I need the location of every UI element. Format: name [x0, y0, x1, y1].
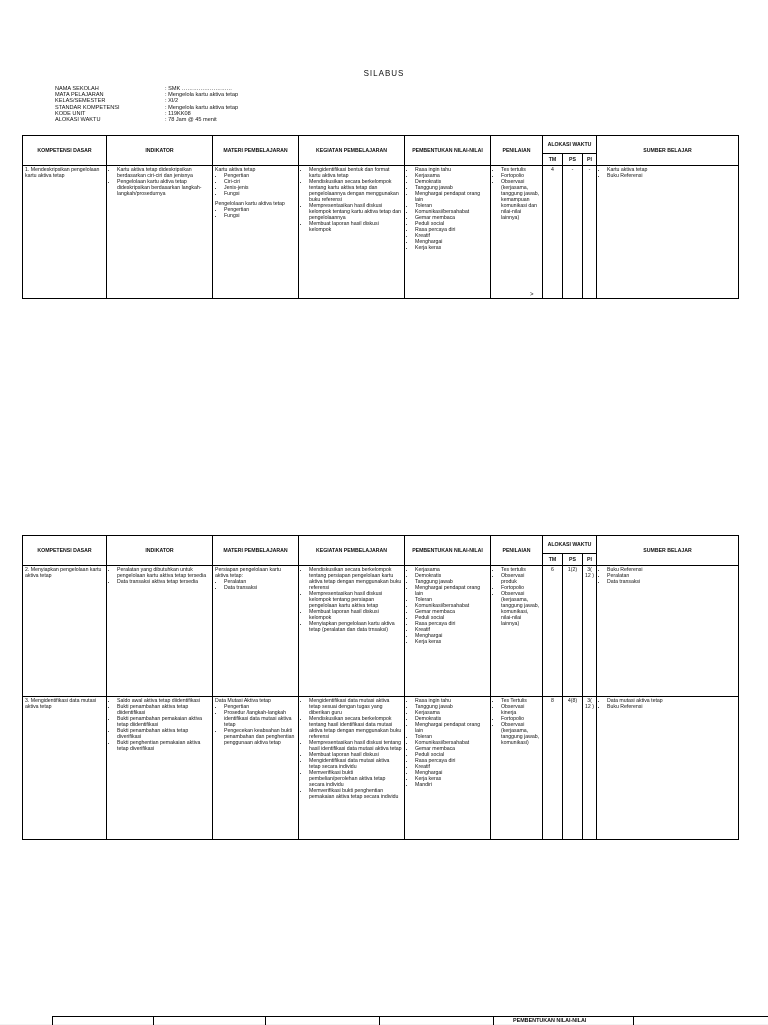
- header-materi: MATERI PEMBELAJARAN: [213, 136, 299, 166]
- header-nilai: PEMBENTUKAN NILAI-NILAI: [405, 536, 491, 566]
- header-indikator: INDIKATOR: [107, 136, 213, 166]
- cell-penilaian: [491, 697, 543, 840]
- list-item: • Tanggung jawab: [415, 185, 488, 191]
- syllabus-table-2: [22, 535, 739, 840]
- list-item: • Kerja keras: [415, 245, 488, 251]
- list-item: • Observasi (kerjasama, tanggung jawab, komunikasi): [501, 722, 540, 746]
- header-nilai: PEMBENTUKAN NILAI-NILAI: [405, 136, 491, 166]
- list-item: • Tanggung jawab: [415, 704, 488, 710]
- cell-kegiatan: [299, 166, 405, 299]
- table-row: [23, 697, 739, 840]
- info-key: ALOKASI WAKTU: [55, 117, 101, 124]
- cell-penilaian: [491, 166, 543, 299]
- info-value: : XI/2: [165, 98, 179, 105]
- cell-materi: [213, 166, 299, 299]
- cell-materi: [213, 566, 299, 697]
- list-item: • Data transaksi aktiva tetap tersedia: [117, 579, 210, 585]
- list-item: • Menghargai pendapat orang lain: [415, 191, 488, 203]
- list-item: • Demokratis: [415, 573, 488, 579]
- bottom-header-nilai: PEMBENTUKAN NILAI-NILAI: [513, 1018, 587, 1024]
- cell-kegiatan: [299, 566, 405, 697]
- list-item: • Mempresentasikan hasil diskusi tentang hasil identifikasi data mutasi aktiva tetap: [309, 740, 402, 752]
- header-kegiatan: KEGIATAN PEMBELAJARAN: [299, 136, 405, 166]
- info-value: : Mengelola kartu aktiva tetap: [165, 92, 239, 99]
- list-item: • Observasi produk: [501, 573, 540, 585]
- materi-heading: Data Mutasi Aktiva tetap: [215, 698, 271, 704]
- header-kd: KOMPETENSI DASAR: [23, 536, 107, 566]
- list-item: • Kartu aktiva tetap dideskripsikan berdasarkan ciri-ciri dan jenisnya: [117, 167, 210, 179]
- list-item: • Pengelolaan kartu aktiva tetap dideskripsikan berdasarkan langkah-langkah/prosedurnya: [117, 179, 210, 197]
- cell-sumber: [597, 697, 739, 840]
- cell-sumber: [597, 566, 739, 697]
- list-item: • Fungsi: [224, 191, 296, 197]
- header-kegiatan: KEGIATAN PEMBELAJARAN: [299, 536, 405, 566]
- header-penilaian: PENILAIAN: [491, 536, 543, 566]
- list-item: • Rasa ingin tahu: [415, 698, 488, 704]
- list-item: • Membuat laporan hasil diskusi: [309, 752, 402, 758]
- list-item: • Kerja keras: [415, 639, 488, 645]
- list-item: • Tes tertulis: [501, 167, 540, 173]
- list-item: • Tes tertulis: [501, 567, 540, 573]
- list-item: • Buku Referensi: [607, 567, 736, 573]
- list-item: • Memverifikasi bukti pembelian/perolehan aktiva tetap secara individu: [309, 770, 402, 788]
- cell-indikator: [107, 166, 213, 299]
- cell-penilaian: [491, 566, 543, 697]
- header-materi: MATERI PEMBELAJARAN: [213, 536, 299, 566]
- list-item: • Tes Tertulis: [501, 698, 540, 704]
- header-sumber: SUMBER BELAJAR: [597, 136, 739, 166]
- cell-ps: 4(8): [563, 697, 583, 840]
- list-item: • Menyiapkan pengelolaan kartu aktiva tetap (peralatan dan data trnsaksi): [309, 621, 402, 633]
- cell-sumber: [597, 166, 739, 299]
- list-item: • Mengidentifikasi bentuk dan format kartu aktiva tetap: [309, 167, 402, 179]
- list-item: • Menghargai: [415, 239, 488, 245]
- list-item: • Bukti penambahan aktiva tetap diidentifikasi: [117, 704, 210, 716]
- info-key: MATA PELAJARAN: [55, 92, 104, 99]
- list-item: • Komunikasi/bersahabat: [415, 603, 488, 609]
- table-row: [23, 166, 739, 299]
- table-row: [23, 566, 739, 697]
- cell-kegiatan: [299, 697, 405, 840]
- list-item: • Menghargai: [415, 633, 488, 639]
- info-value: : 119KK08: [165, 110, 191, 117]
- cell-nilai: [405, 566, 491, 697]
- header-alokasi: ALOKASI WAKTU: [543, 536, 597, 554]
- continuation-arrow: >: [530, 292, 534, 298]
- list-item: • Mandiri: [415, 782, 488, 788]
- list-item: • Mendiskusikan secara berkelompok tentang persiapan pengelolaan kartu aktiva tetap dengan menggunakan buku referensi: [309, 567, 402, 591]
- list-item: • Toleran: [415, 734, 488, 740]
- cell-pi: 3( 12 ): [583, 566, 597, 697]
- list-item: • Gemar membaca: [415, 609, 488, 615]
- list-item: • Data transaksi: [607, 579, 736, 585]
- list-item: • Gemar membaca: [415, 746, 488, 752]
- list-item: • Peduli social: [415, 615, 488, 621]
- list-item: • Prosedur /langkah-langkah identifikasi data mutasi aktiva tetap: [224, 710, 296, 728]
- list-item: • Kreatif: [415, 764, 488, 770]
- list-item: • Kerjasama: [415, 567, 488, 573]
- cell-tm: 4: [543, 166, 563, 299]
- list-item: • Buku Referensi: [607, 173, 736, 179]
- header-pi: PI: [583, 154, 597, 166]
- list-item: • Mengidentifikasi data mutasi aktiva tetap secara individu: [309, 758, 402, 770]
- list-item: • Mendiskusikan secara berkelompok tentang hasil identifikasi data mutasi aktiva tetap dengan menggunakan buku referensi: [309, 716, 402, 740]
- list-item: • Kartu aktiva tetap: [607, 167, 736, 173]
- list-item: • Fungsi: [224, 213, 296, 219]
- cell-nilai: [405, 166, 491, 299]
- header-tm: TM: [543, 554, 563, 566]
- list-item: • Saldo awal aktiva tetap diidentifikasi: [117, 698, 210, 704]
- info-key: NAMA SEKOLAH: [55, 86, 99, 92]
- info-value: : SMK ………………………: [165, 86, 233, 92]
- materi-heading: Pengelolaan kartu aktiva tetap: [215, 201, 285, 207]
- list-item: • Toleran: [415, 203, 488, 209]
- list-item: • Pengertian: [224, 207, 296, 213]
- list-item: • Membuat laporan hasil diskusi kelompok: [309, 221, 402, 233]
- header-ps: PS: [563, 154, 583, 166]
- list-item: • Data transaksi: [224, 585, 296, 591]
- list-item: • Pengertian: [224, 173, 296, 179]
- list-item: • Menghargai pendapat orang lain: [415, 585, 488, 597]
- cell-pi: -: [583, 166, 597, 299]
- info-key: KODE UNIT: [55, 110, 86, 117]
- materi-heading: Kartu aktiva tetap: [215, 167, 256, 173]
- header-indikator: INDIKATOR: [107, 536, 213, 566]
- list-item: • Toleran: [415, 597, 488, 603]
- header-tm: TM: [543, 154, 563, 166]
- list-item: • Kerjasama: [415, 173, 488, 179]
- list-item: • Mempresentasikan hasil diskusi kelompok tentang persiapan pengelolaan kartu aktiva tetap: [309, 591, 402, 609]
- list-item: • Bukti penambahan aktiva tetap diverifikasi: [117, 728, 210, 740]
- list-item: • Fortopolio: [501, 585, 540, 591]
- cell-ps: 1(2): [563, 566, 583, 697]
- cell-indikator: [107, 566, 213, 697]
- list-item: • Peduli social: [415, 752, 488, 758]
- list-item: • Peralatan: [224, 579, 296, 585]
- header-alokasi: ALOKASI WAKTU: [543, 136, 597, 154]
- list-item: • Observasi kinerja: [501, 704, 540, 716]
- info-value: : 78 Jam @ 45 menit: [165, 117, 217, 124]
- list-item: • Kreatif: [415, 233, 488, 239]
- list-item: • Mengidentifikasi data mutasi aktiva tetap sesuai dengan tugas yang diberikan guru: [309, 698, 402, 716]
- list-item: • Rasa ingin tahu: [415, 167, 488, 173]
- list-item: • Jenis-jenis: [224, 185, 296, 191]
- list-item: • Memverifikasi bukti penghentian pemakaian aktiva tetap secara individu: [309, 788, 402, 800]
- info-row: [55, 117, 238, 123]
- header-sumber: SUMBER BELAJAR: [597, 536, 739, 566]
- list-item: • Bukti penghentian pemakaian aktiva tetap diverifikasi: [117, 740, 210, 752]
- list-item: • Pengecekan keabsahan bukti penambahan dan penghentian penggunaan aktiva tetap: [224, 728, 296, 746]
- list-item: • Gemar membaca: [415, 215, 488, 221]
- list-item: • Buku Referensi: [607, 704, 736, 710]
- list-item: • Rasa percaya diri: [415, 621, 488, 627]
- list-item: • Komunikasi/bersahabat: [415, 209, 488, 215]
- cell-materi: [213, 697, 299, 840]
- list-item: • Observasi (kerjasama, tanggung jawab, kemampuan komunikasi dan nilai-nilai lainnya): [501, 179, 540, 221]
- cell-ps: -: [563, 166, 583, 299]
- list-item: • Peralatan: [607, 573, 736, 579]
- list-item: • Komunikasi/bersahabat: [415, 740, 488, 746]
- header-pi: PI: [583, 554, 597, 566]
- list-item: • Kerjasama: [415, 710, 488, 716]
- cell-tm: 8: [543, 697, 563, 840]
- list-item: • Ciri-ciri: [224, 179, 296, 185]
- list-item: • Kerja keras: [415, 776, 488, 782]
- cell-tm: 6: [543, 566, 563, 697]
- list-item: • Fortopolio: [501, 716, 540, 722]
- list-item: • Menghargai pendapat orang lain: [415, 722, 488, 734]
- cell-kd: 1. Mendeskripsikan pengelolaan kartu aktiva tetap: [23, 166, 107, 299]
- cell-nilai: [405, 697, 491, 840]
- info-key: STANDAR KOMPETENSI: [55, 104, 120, 111]
- syllabus-table-1: [22, 135, 739, 299]
- list-item: • Menghargai: [415, 770, 488, 776]
- info-key: KELAS/SEMESTER: [55, 98, 106, 105]
- list-item: • Membuat laporan hasil diskusi kelompok: [309, 609, 402, 621]
- header-ps: PS: [563, 554, 583, 566]
- page-title: SILABUS: [363, 69, 405, 78]
- header-kd: KOMPETENSI DASAR: [23, 136, 107, 166]
- list-item: • Bukti penambahan pemakaian aktiva tetap diidentifikasi: [117, 716, 210, 728]
- list-item: • Peduli social: [415, 221, 488, 227]
- school-info: [55, 86, 238, 123]
- list-item: • Demokratis: [415, 716, 488, 722]
- list-item: • Tanggung jawab: [415, 579, 488, 585]
- list-item: • Mendiskusikan secara berkelompok tentang kartu aktiva tetap dan pengelolaannya dengan menggunakan buku referensi: [309, 179, 402, 203]
- cell-kd: 3. Mengidentifikasi data mutasi aktiva tetap: [23, 697, 107, 840]
- list-item: • Mempresentasikan hasil diskusi kelompok tentang kartu aktiva tetap dan pengelolaannya: [309, 203, 402, 221]
- materi-heading: Persiapan pengelolaan kartu aktiva tetap:: [215, 567, 282, 579]
- list-item: • Data mutasi aktiva tetap: [607, 698, 736, 704]
- info-value: : Mengelola kartu aktiva tetap: [165, 104, 239, 111]
- list-item: • Pengertian: [224, 704, 296, 710]
- list-item: • Rasa percaya diri: [415, 227, 488, 233]
- list-item: • Rasa percaya diri: [415, 758, 488, 764]
- list-item: • Kreatif: [415, 627, 488, 633]
- cell-kd: 2. Menyiapkan pengelolaan kartu aktiva tetap: [23, 566, 107, 697]
- header-penilaian: PENILAIAN: [491, 136, 543, 166]
- list-item: • Peralatan yang dibutuhkan untuk pengelolaan kartu aktiva tetap tersedia: [117, 567, 210, 579]
- list-item: • Demokratis: [415, 179, 488, 185]
- cell-pi: 3( 12 ): [583, 697, 597, 840]
- list-item: • Fortopolio: [501, 173, 540, 179]
- list-item: • Observasi (kerjasama, tanggung jawab, komunikasi, nilai-nilai lainnya): [501, 591, 540, 627]
- cell-indikator: [107, 697, 213, 840]
